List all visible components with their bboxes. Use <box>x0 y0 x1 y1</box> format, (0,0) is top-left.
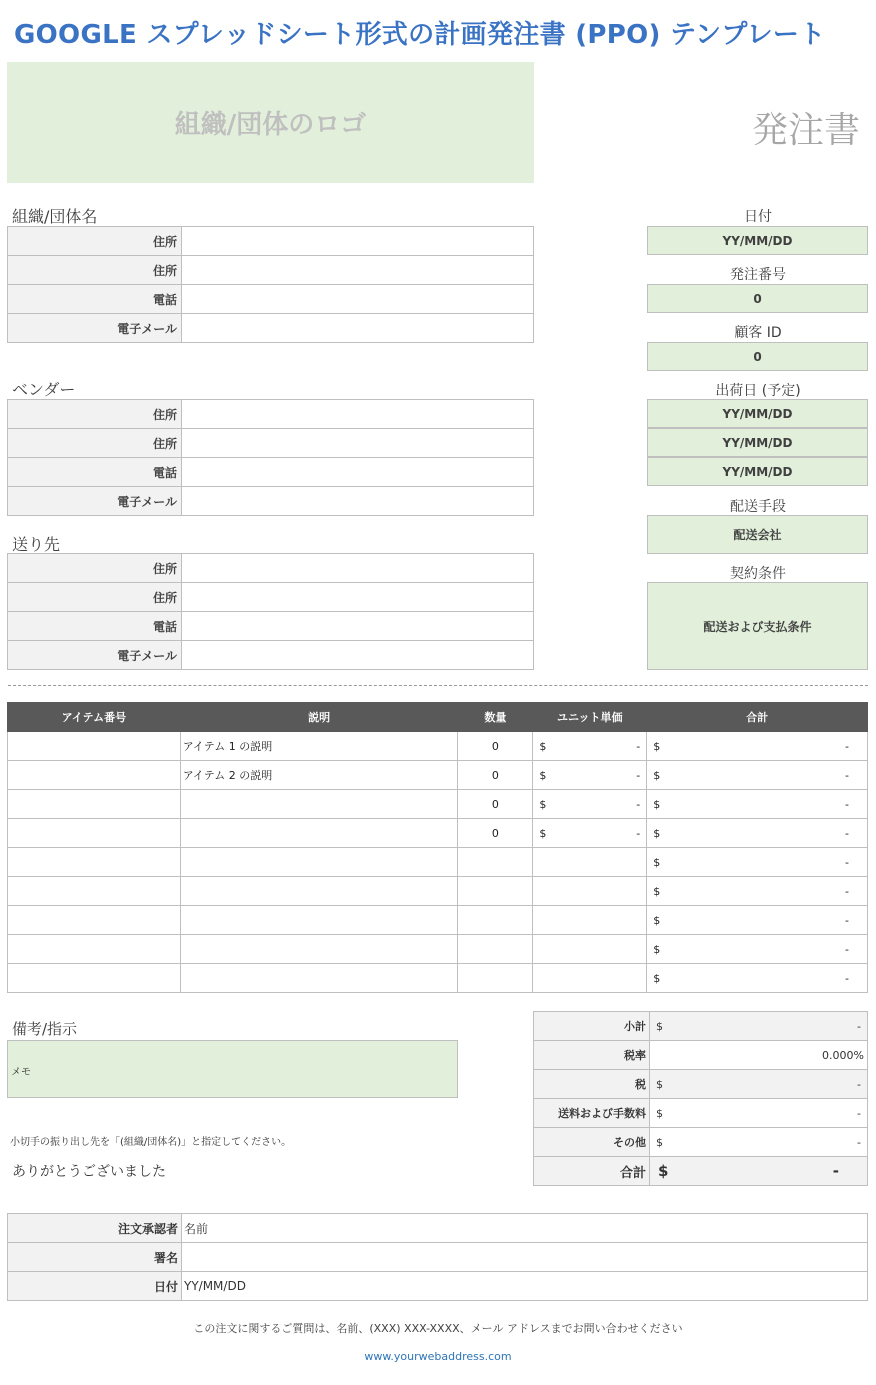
item-description[interactable] <box>180 790 458 819</box>
item-number[interactable] <box>8 935 181 964</box>
sign-date-row <box>8 1272 868 1301</box>
vendor-address-value[interactable] <box>182 400 534 429</box>
vendor-email-label: 電子メール <box>8 487 182 516</box>
ship-to-row <box>8 554 534 583</box>
item-total: - <box>845 913 849 927</box>
date-value[interactable]: YY/MM/DD <box>647 226 868 255</box>
org-email-label: 電子メール <box>8 314 182 343</box>
item-number[interactable] <box>8 790 181 819</box>
tax-rate-label: 税率 <box>534 1041 650 1070</box>
item-description[interactable] <box>180 877 458 906</box>
logo-placeholder: 組織/団体のロゴ <box>7 62 534 183</box>
vendor-address-label: 住所 <box>8 400 182 429</box>
item-total-currency: $ <box>653 855 661 869</box>
document-title: 発注書 <box>751 110 860 151</box>
item-total-currency: $ <box>653 913 661 927</box>
item-description[interactable] <box>180 819 458 848</box>
sign-date-value[interactable]: YY/MM/DD <box>182 1272 868 1301</box>
item-quantity[interactable]: 0 <box>458 761 533 790</box>
item-price: - <box>636 797 641 811</box>
org-row <box>8 256 534 285</box>
col-description: 説明 <box>180 703 458 732</box>
ship-to-row <box>8 612 534 641</box>
item-total: - <box>845 855 849 869</box>
ship-to-heading: 送り先 <box>12 535 61 554</box>
item-total: - <box>845 884 849 898</box>
ship-to-address2-value[interactable] <box>182 583 534 612</box>
org-phone-value[interactable] <box>182 285 534 314</box>
contact-note: この注文に関するご質問は、名前、(XXX) XXX-XXXX、メール アドレスまでお問い合わせください <box>193 1322 683 1335</box>
item-number[interactable] <box>8 761 181 790</box>
tax-rate-value[interactable]: 0.000% <box>650 1041 868 1070</box>
other-label: その他 <box>534 1128 650 1157</box>
ship-to-table <box>7 553 534 670</box>
item-price-currency: $ <box>539 797 547 811</box>
org-address-value[interactable] <box>182 227 534 256</box>
subtotal-label: 小計 <box>534 1012 650 1041</box>
vendor-table <box>7 399 534 516</box>
subtotal-row <box>534 1012 868 1041</box>
org-row <box>8 314 534 343</box>
item-quantity[interactable] <box>458 906 533 935</box>
item-row <box>8 732 868 761</box>
subtotal-currency: $ <box>656 1019 663 1033</box>
item-price-currency: $ <box>539 739 547 753</box>
thanks-text: ありがとうございました <box>12 1164 166 1180</box>
item-row <box>8 790 868 819</box>
signature-row <box>8 1243 868 1272</box>
ship-to-email-label: 電子メール <box>8 641 182 670</box>
item-description[interactable] <box>180 964 458 993</box>
item-row <box>8 848 868 877</box>
item-total-currency: $ <box>653 739 661 753</box>
item-price-currency: $ <box>539 826 547 840</box>
item-quantity[interactable] <box>458 935 533 964</box>
po-number-value[interactable]: 0 <box>647 284 868 313</box>
customer-id-label: 顧客 ID <box>734 325 782 341</box>
item-quantity[interactable]: 0 <box>458 790 533 819</box>
item-total: - <box>845 942 849 956</box>
item-number[interactable] <box>8 819 181 848</box>
grand-total-label: 合計 <box>534 1157 650 1186</box>
grand-total-value: - <box>832 1162 839 1180</box>
tax-row <box>534 1070 868 1099</box>
item-description[interactable] <box>180 848 458 877</box>
approver-value[interactable]: 名前 <box>182 1214 868 1243</box>
signature-label: 署名 <box>8 1243 182 1272</box>
tax-currency: $ <box>656 1077 663 1091</box>
item-number[interactable] <box>8 964 181 993</box>
check-note: 小切手の振り出し先を「(組織/団体名)」と指定してください。 <box>10 1137 292 1148</box>
vendor-row <box>8 487 534 516</box>
grand-total-row <box>534 1157 868 1186</box>
org-row <box>8 227 534 256</box>
signature-table <box>7 1213 868 1301</box>
item-price: - <box>636 768 641 782</box>
org-address-label: 住所 <box>8 227 182 256</box>
item-description[interactable]: アイテム 1 の説明 <box>180 732 458 761</box>
item-total-currency: $ <box>653 826 661 840</box>
item-row <box>8 964 868 993</box>
other-row <box>534 1128 868 1157</box>
org-row <box>8 285 534 314</box>
shipping-value: - <box>857 1106 861 1120</box>
item-number[interactable] <box>8 732 181 761</box>
item-total: - <box>845 797 849 811</box>
tax-label: 税 <box>534 1070 650 1099</box>
item-description[interactable] <box>180 935 458 964</box>
item-row <box>8 761 868 790</box>
terms-value[interactable]: 配送および支払条件 <box>647 582 868 670</box>
vendor-heading: ベンダー <box>12 380 76 399</box>
item-total-currency: $ <box>653 942 661 956</box>
page-title: GOOGLE スプレッドシート形式の計画発注書 (PPO) テンプレート <box>14 20 826 50</box>
col-item-number: アイテム番号 <box>8 703 181 732</box>
vendor-email-value[interactable] <box>182 487 534 516</box>
items-header-row <box>8 703 868 732</box>
section-divider <box>8 685 868 686</box>
sign-date-label: 日付 <box>8 1272 182 1301</box>
tax-rate-row <box>534 1041 868 1070</box>
org-heading: 組織/団体名 <box>12 207 98 226</box>
item-total: - <box>845 826 849 840</box>
shipping-label: 送料および手数料 <box>534 1099 650 1128</box>
org-address2-label: 住所 <box>8 256 182 285</box>
grand-total-currency: $ <box>658 1162 669 1180</box>
shipping-method-label: 配送手段 <box>730 499 786 515</box>
ship-to-row <box>8 583 534 612</box>
org-address2-value[interactable] <box>182 256 534 285</box>
ship-to-address2-label: 住所 <box>8 583 182 612</box>
approver-label: 注文承認者 <box>8 1214 182 1243</box>
item-quantity[interactable] <box>458 848 533 877</box>
item-total-currency: $ <box>653 768 661 782</box>
col-total: 合計 <box>647 703 868 732</box>
ship-to-phone-label: 電話 <box>8 612 182 641</box>
ship-to-email-value[interactable] <box>182 641 534 670</box>
item-number[interactable] <box>8 848 181 877</box>
org-phone-label: 電話 <box>8 285 182 314</box>
ship-date-value-1[interactable]: YY/MM/DD <box>647 399 868 428</box>
po-number-label: 発注番号 <box>730 267 786 283</box>
ship-date-value-2[interactable]: YY/MM/DD <box>647 428 868 457</box>
ship-to-phone-value[interactable] <box>182 612 534 641</box>
item-row <box>8 935 868 964</box>
subtotal-value: - <box>857 1019 861 1033</box>
item-price-currency: $ <box>539 768 547 782</box>
item-number[interactable] <box>8 906 181 935</box>
customer-id-value[interactable]: 0 <box>647 342 868 371</box>
item-description[interactable] <box>180 906 458 935</box>
terms-label: 契約条件 <box>730 566 786 582</box>
ship-date-label: 出荷日 (予定) <box>715 383 801 399</box>
approver-row <box>8 1214 868 1243</box>
item-description[interactable]: アイテム 2 の説明 <box>180 761 458 790</box>
date-label: 日付 <box>744 209 772 225</box>
totals-table <box>533 1011 868 1186</box>
vendor-row <box>8 429 534 458</box>
item-quantity[interactable] <box>458 964 533 993</box>
vendor-row <box>8 400 534 429</box>
other-currency: $ <box>656 1135 663 1149</box>
item-quantity[interactable] <box>458 877 533 906</box>
item-total: - <box>845 971 849 985</box>
item-number[interactable] <box>8 877 181 906</box>
item-row <box>8 906 868 935</box>
item-total-currency: $ <box>653 971 661 985</box>
org-table <box>7 226 534 343</box>
item-total: - <box>845 739 849 753</box>
item-quantity[interactable]: 0 <box>458 732 533 761</box>
item-total-currency: $ <box>653 884 661 898</box>
vendor-phone-value[interactable] <box>182 458 534 487</box>
col-unit-price: ユニット単価 <box>533 703 647 732</box>
item-price: - <box>636 739 641 753</box>
item-row <box>8 819 868 848</box>
shipping-method-value[interactable]: 配送会社 <box>647 515 868 554</box>
items-table <box>7 702 868 993</box>
website-link[interactable]: www.yourwebaddress.com <box>364 1350 512 1363</box>
memo-box[interactable]: メモ <box>7 1040 458 1098</box>
ship-date-value-3[interactable]: YY/MM/DD <box>647 457 868 486</box>
item-total-currency: $ <box>653 797 661 811</box>
item-total: - <box>845 768 849 782</box>
item-quantity[interactable]: 0 <box>458 819 533 848</box>
vendor-address2-label: 住所 <box>8 429 182 458</box>
item-row <box>8 877 868 906</box>
shipping-row <box>534 1099 868 1128</box>
vendor-phone-label: 電話 <box>8 458 182 487</box>
notes-heading: 備考/指示 <box>12 1020 78 1038</box>
vendor-row <box>8 458 534 487</box>
signature-value[interactable] <box>182 1243 868 1272</box>
ship-to-address-label: 住所 <box>8 554 182 583</box>
other-value: - <box>857 1135 861 1149</box>
tax-value: - <box>857 1077 861 1091</box>
item-price: - <box>636 826 641 840</box>
col-quantity: 数量 <box>458 703 533 732</box>
vendor-address2-value[interactable] <box>182 429 534 458</box>
ship-to-address-value[interactable] <box>182 554 534 583</box>
ship-to-row <box>8 641 534 670</box>
shipping-currency: $ <box>656 1106 663 1120</box>
org-email-value[interactable] <box>182 314 534 343</box>
